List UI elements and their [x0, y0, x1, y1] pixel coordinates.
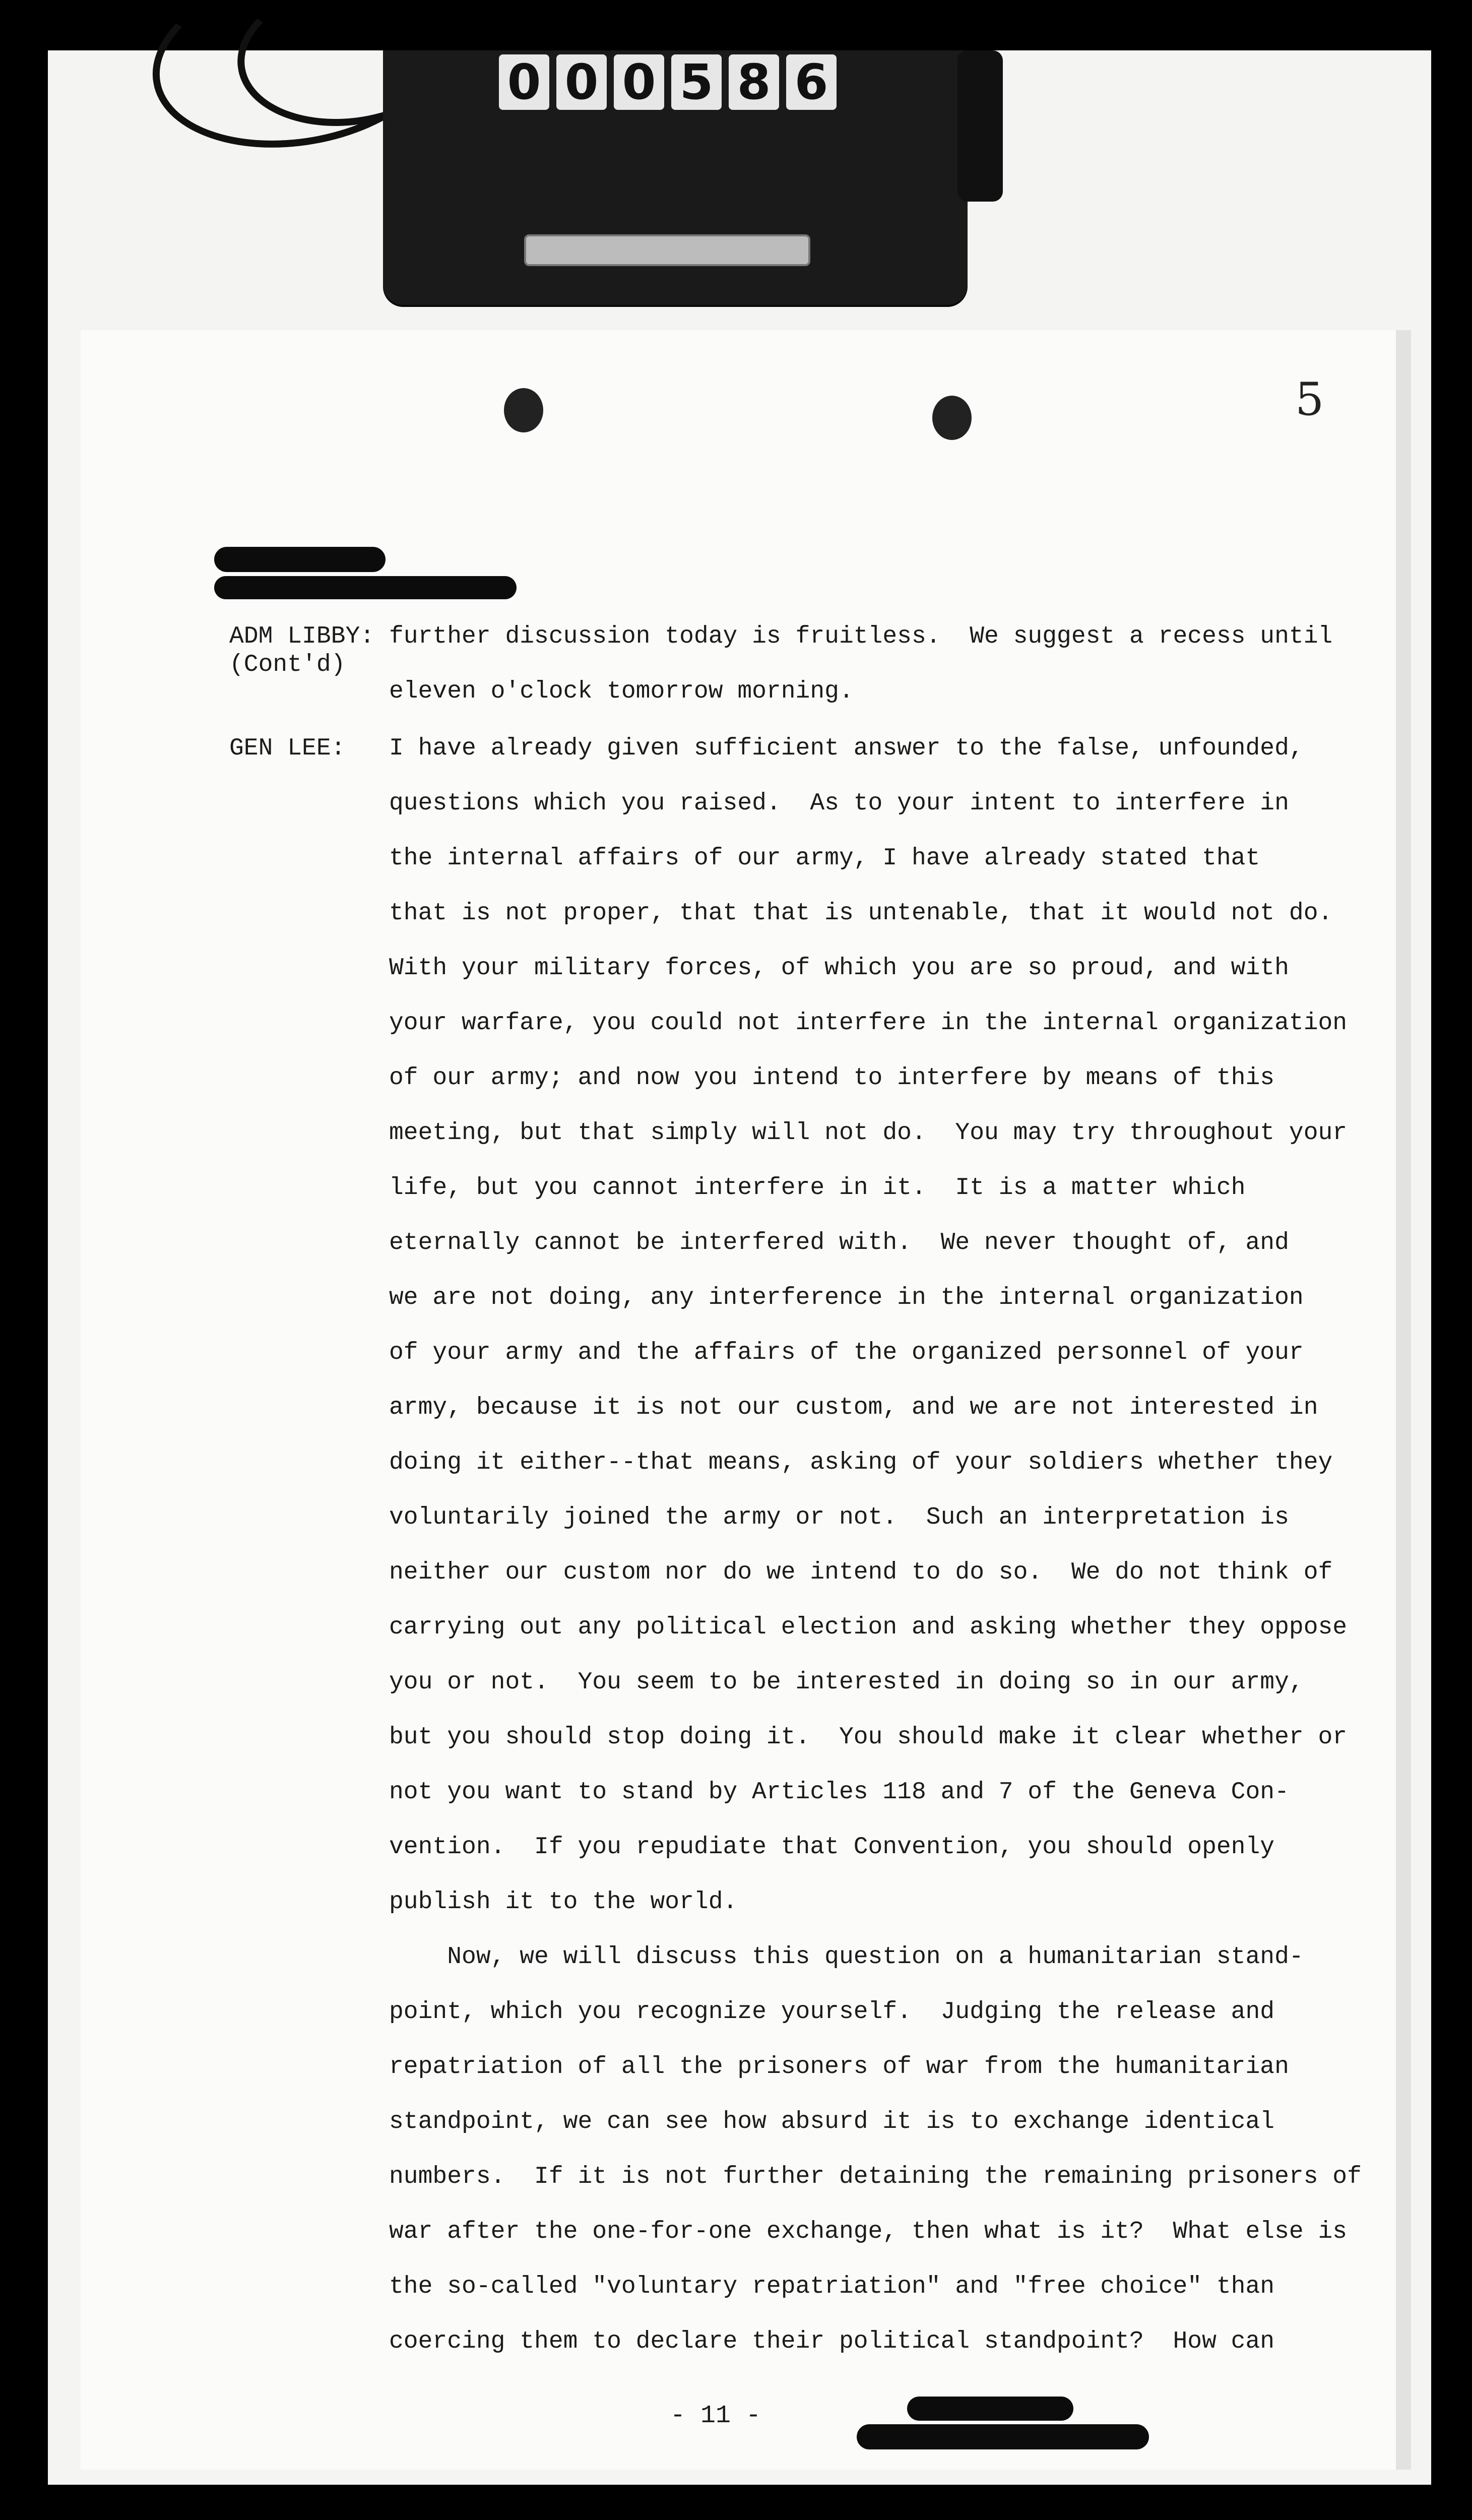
redaction-bar — [214, 547, 386, 572]
counter-digit: 6 — [786, 54, 837, 110]
handwritten-page-mark: 5 — [1295, 373, 1324, 426]
speech-line: life, but you cannot interfere in it. It is a matter which — [389, 1174, 1246, 1202]
speech-line: eleven o'clock tomorrow morning. — [389, 678, 854, 705]
counter-digit: 0 — [499, 54, 549, 110]
speech-line: point, which you recognize yourself. Judging the release and — [389, 1998, 1275, 2026]
speech-line: of your army and the affairs of the organized personnel of your — [389, 1339, 1304, 1366]
punch-hole — [932, 396, 972, 440]
speech-line: Now, we will discuss this question on a humanitarian stand- — [389, 1943, 1304, 1971]
redaction-bar — [214, 576, 517, 599]
speech-lines — [389, 609, 1377, 719]
document-page — [81, 330, 1396, 2470]
counter-digit: 0 — [614, 54, 664, 110]
speech-line: we are not doing, any interference in the internal organization — [389, 1284, 1304, 1311]
speech-line: vention. If you repudiate that Convention, you should openly — [389, 1834, 1275, 1861]
speech-line: voluntarily joined the army or not. Such an interpretation is — [389, 1504, 1289, 1531]
speech-line: coercing them to declare their political standpoint? How can — [389, 2328, 1275, 2355]
counter-digit: 5 — [671, 54, 722, 110]
redaction-bar — [857, 2424, 1149, 2449]
speech-line: war after the one-for-one exchange, then what is it? What else is — [389, 2218, 1348, 2245]
counter-plate — [524, 234, 810, 266]
speech-line: numbers. If it is not further detaining the remaining prisoners of — [389, 2163, 1362, 2190]
speech-line: the internal affairs of our army, I have already stated that — [389, 845, 1260, 872]
speech-line: doing it either--that means, asking of your soldiers whether they — [389, 1449, 1333, 1476]
speech-line: eternally cannot be interfered with. We never thought of, and — [389, 1229, 1289, 1256]
speech-line: further discussion today is fruitless. We suggest a recess until — [389, 623, 1333, 650]
frame-counter-device — [383, 50, 968, 305]
counter-knob — [957, 50, 1003, 202]
speech-line: carrying out any political election and asking whether they oppose — [389, 1614, 1348, 1641]
speech-line: your warfare, you could not interfere in the internal organization — [389, 1010, 1348, 1037]
speech-line: repatriation of all the prisoners of war from the humanitarian — [389, 2053, 1289, 2081]
speech-line: you or not. You seem to be interested in doing so in our army, — [389, 1669, 1304, 1696]
speech-line: questions which you raised. As to your intent to interfere in — [389, 790, 1289, 817]
speech-line: standpoint, we can see how absurd it is to exchange identical — [389, 2108, 1275, 2135]
speech-line: not you want to stand by Articles 118 and 7 of the Geneva Con- — [389, 1779, 1289, 1806]
speech-line: army, because it is not our custom, and we are not interested in — [389, 1394, 1318, 1421]
speech-line: publish it to the world. — [389, 1888, 738, 1916]
page-number: - 11 - — [670, 2402, 761, 2430]
speech-line: the so-called "voluntary repatriation" and "free choice" than — [389, 2273, 1275, 2300]
counter-digit: 8 — [729, 54, 779, 110]
speaker-label: ADM LIBBY: (Cont'd) — [229, 623, 375, 678]
speech-line: of our army; and now you intend to interfere by means of this — [389, 1064, 1275, 1092]
speech-lines — [389, 721, 1377, 2369]
speech-line: that is not proper, that that is untenable, that it would not do. — [389, 900, 1333, 927]
speech-line: but you should stop doing it. You should make it clear whether or — [389, 1724, 1348, 1751]
punch-hole — [504, 388, 543, 432]
counter-digit: 0 — [556, 54, 607, 110]
speaker-label: GEN LEE: — [229, 735, 346, 762]
speech-line: meeting, but that simply will not do. You may try throughout your — [389, 1119, 1348, 1147]
speech-line: neither our custom nor do we intend to do so. We do not think of — [389, 1559, 1333, 1586]
speech-line: I have already given sufficient answer to the false, unfounded, — [389, 735, 1304, 762]
speech-line: With your military forces, of which you are so proud, and with — [389, 955, 1289, 982]
redaction-bar — [907, 2397, 1073, 2421]
frame-counter — [499, 54, 837, 110]
